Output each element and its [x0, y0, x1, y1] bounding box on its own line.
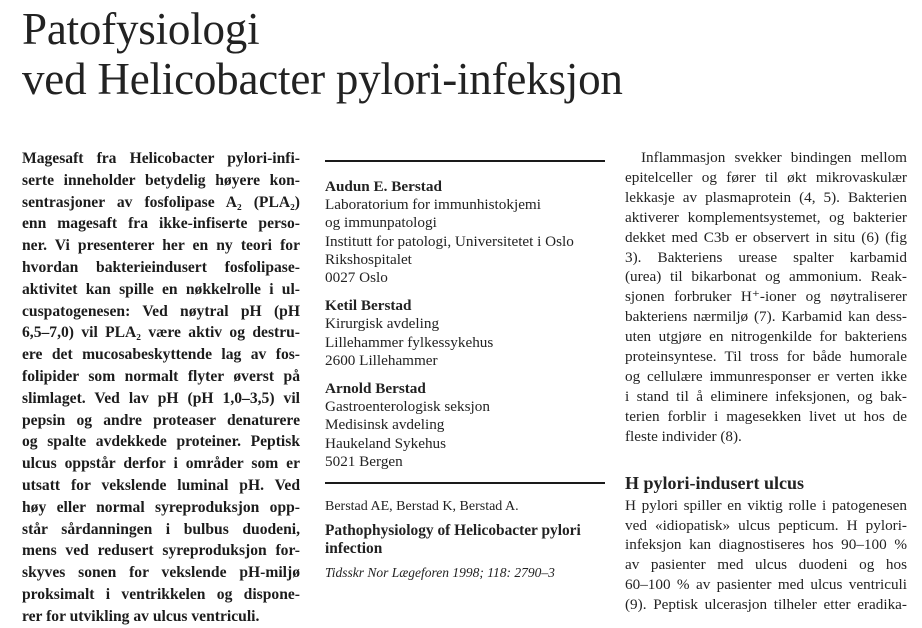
- author-affiliation: Kirurgisk avdeling: [325, 315, 440, 333]
- author-affiliation: Gastroenterologisk seksjon: [325, 398, 490, 416]
- author-block: [325, 380, 607, 471]
- abstract-line: pepsin og andre proteaser denaturere: [22, 411, 300, 429]
- abstract-line: høy eller normal syreproduksjon opp-: [22, 498, 300, 516]
- author-affiliation: Institutt for patologi, Universitetet i Oslo: [325, 232, 574, 250]
- abstract-line: står sårdanningen i bulbus duodeni,: [22, 520, 300, 538]
- abstract-column: [22, 148, 300, 628]
- body-line: og cellulære immunresponser er verten ikke: [625, 367, 907, 385]
- abstract-line: slimlaget. Ved lav pH (pH 1,0–3,5) vil: [22, 389, 300, 407]
- body-line: bakteriens nærmiljø (7). Karbamid kan dess-: [625, 308, 907, 326]
- abstract-line: skyves sonen for vekslende pH-miljø: [22, 564, 300, 582]
- article-title: [22, 4, 623, 104]
- body-line: av pasienter med ulcus duodeni og hos: [625, 556, 907, 574]
- author-affiliation: 2600 Lillehammer: [325, 351, 438, 369]
- section-heading: H pylori-indusert ulcus: [625, 472, 805, 493]
- body-line: epitelceller og fører til økt mikrovaskulær: [625, 168, 907, 186]
- body-line: terien forblir i magesekken livet ut hos de: [625, 407, 907, 425]
- abstract-line: folipider som normalt flyter øverst på: [22, 367, 300, 385]
- body-line: 60–100 % av pasienter med ulcus ventriculi: [625, 576, 907, 594]
- divider-rule: [325, 160, 605, 162]
- body-line: (9). Peptisk ulcerasjon tilheler etter eradika-: [625, 596, 907, 614]
- paragraph: [625, 496, 907, 615]
- author-name: Ketil Berstad: [325, 297, 412, 315]
- citation-authors: Berstad AE, Berstad K, Berstad A.: [325, 499, 519, 515]
- abstract-line: Magesaft fra Helicobacter pylori-infi-: [22, 150, 300, 167]
- body-line: (urea) til bikarbonat og ammonium. Reak-: [625, 268, 907, 286]
- author-affiliation: 0027 Oslo: [325, 269, 388, 287]
- author-affiliation: Laboratorium for immunhistokjemi: [325, 196, 541, 214]
- paragraph: [625, 148, 907, 447]
- abstract-line: ere det mucosabeskyttende lag av fos-: [22, 346, 300, 364]
- citation-block: [325, 498, 607, 582]
- abstract-line: rer for utvikling av ulcus ventriculi.: [22, 607, 260, 625]
- abstract-line: ulcus oppstår derfor i områder som er: [22, 455, 300, 473]
- body-line: 3). Bakteriens urease spalter karbamid: [625, 248, 907, 266]
- body-line: Inflammasjon svekker bindingen mellom: [641, 149, 907, 166]
- body-line: i stand til å eliminere infeksjonen, og bak-: [625, 387, 907, 405]
- author-affiliation: Rikshospitalet: [325, 250, 412, 268]
- divider-rule: [325, 482, 605, 484]
- abstract-line: mens ved redusert syreproduksjon for-: [22, 542, 300, 560]
- abstract-line: utsatt for vekslende luminal pH. Ved: [22, 476, 300, 494]
- body-line: aktiverer komplementsystemet, og bakterier: [625, 208, 907, 226]
- abstract-line: enn magesaft fra ikke-infiserte perso-: [22, 215, 300, 233]
- citation-journal: Tidsskr Nor Lægeforen 1998; 118: 2790–3: [325, 565, 555, 581]
- body-line: dekket med C3b er observert in situ (6) (fig: [625, 228, 907, 246]
- author-block: [325, 297, 607, 370]
- body-line: fleste individer (8).: [625, 427, 742, 445]
- body-line: uten utgjøre en nitrogenkilde for bakteriens: [625, 328, 907, 346]
- author-affiliation: Lillehammer fylkessykehus: [325, 333, 494, 351]
- author-block: [325, 178, 607, 287]
- abstract-line: cuspatogenesen: Ved nøytral pH (pH: [22, 302, 300, 320]
- body-line: lekkasje av plasmaprotein (4, 5). Bakterien: [625, 188, 907, 206]
- abstract-line: aktivitet kan spille en nøkkelrolle i ul-: [22, 280, 300, 298]
- author-affiliation: og immunpatologi: [325, 214, 437, 232]
- abstract-line: ner. Vi presenterer her en ny teori for: [22, 237, 300, 255]
- title-line-2: ved Helicobacter pylori-infeksjon: [22, 54, 623, 104]
- body-line: infeksjon kan diagnostiseres hos 90–100 %: [625, 536, 907, 554]
- body-line: H pylori spiller en viktig rolle i patogenesen: [625, 496, 907, 514]
- abstract-line: proksimalt i ventrikkelen og dispone-: [22, 585, 300, 603]
- title-line-1: Patofysiologi: [22, 4, 260, 54]
- abstract-line: og spalte avdekkede proteiner. Peptisk: [22, 433, 300, 451]
- abstract-line: sentrasjoner av fosfolipase A₂ (PLA₂): [22, 193, 300, 211]
- author-affiliation: Medisinsk avdeling: [325, 416, 445, 434]
- body-line: sjonen forbruker H⁺-ioner og nøytraliserer: [625, 288, 907, 306]
- body-line: ved «idiopatisk» ulcus pepticum. H pylori-: [625, 516, 907, 534]
- author-name: Arnold Berstad: [325, 380, 426, 398]
- abstract-line: 6,5–7,0) vil PLA₂ være aktiv og destru-: [22, 324, 300, 342]
- author-column: [325, 160, 607, 582]
- body-line: proteinsyntese. Til tross for både humorale: [625, 348, 907, 366]
- abstract-line: serte inneholder betydelig høyere kon-: [22, 171, 300, 189]
- author-affiliation: Haukeland Sykehus: [325, 434, 447, 452]
- citation-title: Pathophysiology of Helicobacter pylori infection: [325, 522, 581, 558]
- abstract-line: hvordan bakterieindusert fosfolipase-: [22, 258, 300, 276]
- body-column: [625, 148, 907, 615]
- author-name: Audun E. Berstad: [325, 178, 442, 195]
- author-affiliation: 5021 Bergen: [325, 452, 403, 470]
